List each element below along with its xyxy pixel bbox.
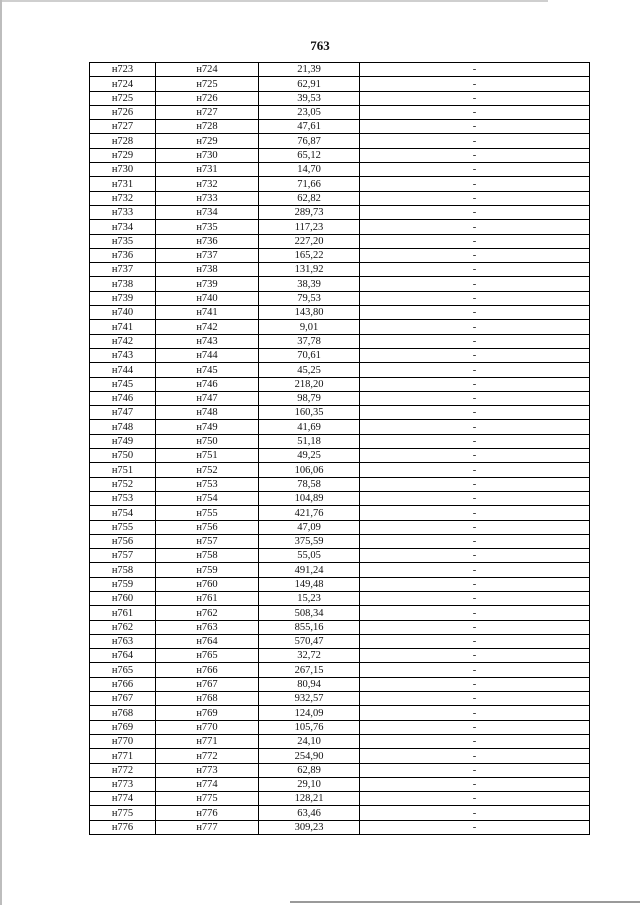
table-row	[90, 449, 590, 463]
point-from-cell: н775	[90, 806, 156, 820]
point-from-cell: н725	[90, 91, 156, 105]
point-to-cell: н744	[156, 348, 259, 362]
table-row	[90, 692, 590, 706]
table-row	[90, 434, 590, 448]
note-cell: -	[360, 391, 590, 405]
distance-cell: 37,78	[259, 334, 360, 348]
table-row	[90, 406, 590, 420]
table-row	[90, 377, 590, 391]
note-cell: -	[360, 577, 590, 591]
table-row	[90, 534, 590, 548]
point-from-cell: н753	[90, 491, 156, 505]
point-from-cell: н755	[90, 520, 156, 534]
table-row	[90, 563, 590, 577]
point-from-cell: н770	[90, 734, 156, 748]
distance-cell: 62,82	[259, 191, 360, 205]
point-to-cell: н740	[156, 291, 259, 305]
note-cell: -	[360, 649, 590, 663]
point-to-cell: н771	[156, 734, 259, 748]
point-to-cell: н728	[156, 120, 259, 134]
distance-cell: 570,47	[259, 634, 360, 648]
point-from-cell: н749	[90, 434, 156, 448]
note-cell: -	[360, 534, 590, 548]
distance-cell: 98,79	[259, 391, 360, 405]
distance-cell: 128,21	[259, 792, 360, 806]
table-row	[90, 148, 590, 162]
note-cell: -	[360, 677, 590, 691]
note-cell: -	[360, 148, 590, 162]
point-to-cell: н769	[156, 706, 259, 720]
distance-cell: 15,23	[259, 591, 360, 605]
distance-cell: 508,34	[259, 606, 360, 620]
table-row	[90, 120, 590, 134]
note-cell: -	[360, 520, 590, 534]
note-cell: -	[360, 734, 590, 748]
point-from-cell: н733	[90, 205, 156, 219]
table-row	[90, 306, 590, 320]
point-to-cell: н747	[156, 391, 259, 405]
point-to-cell: н757	[156, 534, 259, 548]
point-to-cell: н734	[156, 205, 259, 219]
table-row	[90, 134, 590, 148]
table-row	[90, 291, 590, 305]
point-from-cell: н742	[90, 334, 156, 348]
point-from-cell: н723	[90, 63, 156, 77]
table-row	[90, 363, 590, 377]
point-from-cell: н732	[90, 191, 156, 205]
point-to-cell: н727	[156, 105, 259, 119]
note-cell: -	[360, 406, 590, 420]
table-row	[90, 606, 590, 620]
point-from-cell: н760	[90, 591, 156, 605]
point-from-cell: н728	[90, 134, 156, 148]
point-to-cell: н735	[156, 220, 259, 234]
scan-edge-bottom	[290, 901, 640, 903]
point-from-cell: н776	[90, 820, 156, 834]
distance-cell: 106,06	[259, 463, 360, 477]
point-to-cell: н724	[156, 63, 259, 77]
point-to-cell: н760	[156, 577, 259, 591]
table-row	[90, 677, 590, 691]
point-from-cell: н735	[90, 234, 156, 248]
page-number: 763	[310, 38, 330, 53]
point-to-cell: н726	[156, 91, 259, 105]
note-cell: -	[360, 692, 590, 706]
point-to-cell: н772	[156, 749, 259, 763]
point-to-cell: н777	[156, 820, 259, 834]
distance-cell: 375,59	[259, 534, 360, 548]
note-cell: -	[360, 177, 590, 191]
point-to-cell: н736	[156, 234, 259, 248]
table-row	[90, 577, 590, 591]
point-to-cell: н739	[156, 277, 259, 291]
point-to-cell: н750	[156, 434, 259, 448]
table-row	[90, 348, 590, 362]
note-cell: -	[360, 634, 590, 648]
point-to-cell: н756	[156, 520, 259, 534]
note-cell: -	[360, 449, 590, 463]
distance-cell: 9,01	[259, 320, 360, 334]
table-row	[90, 277, 590, 291]
note-cell: -	[360, 263, 590, 277]
distance-cell: 49,25	[259, 449, 360, 463]
note-cell: -	[360, 377, 590, 391]
note-cell: -	[360, 248, 590, 262]
point-from-cell: н745	[90, 377, 156, 391]
point-from-cell: н724	[90, 77, 156, 91]
table-row	[90, 649, 590, 663]
point-from-cell: н759	[90, 577, 156, 591]
point-to-cell: н766	[156, 663, 259, 677]
distance-cell: 117,23	[259, 220, 360, 234]
distance-cell: 254,90	[259, 749, 360, 763]
point-from-cell: н772	[90, 763, 156, 777]
table-row	[90, 220, 590, 234]
table-row	[90, 177, 590, 191]
point-from-cell: н763	[90, 634, 156, 648]
distance-cell: 29,10	[259, 777, 360, 791]
distance-cell: 21,39	[259, 63, 360, 77]
note-cell: -	[360, 820, 590, 834]
point-to-cell: н773	[156, 763, 259, 777]
note-cell: -	[360, 549, 590, 563]
point-from-cell: н741	[90, 320, 156, 334]
note-cell: -	[360, 777, 590, 791]
distance-cell: 105,76	[259, 720, 360, 734]
point-to-cell: н755	[156, 506, 259, 520]
point-to-cell: н738	[156, 263, 259, 277]
point-to-cell: н752	[156, 463, 259, 477]
distance-cell: 218,20	[259, 377, 360, 391]
point-from-cell: н727	[90, 120, 156, 134]
note-cell: -	[360, 463, 590, 477]
table-row	[90, 477, 590, 491]
note-cell: -	[360, 220, 590, 234]
point-to-cell: н759	[156, 563, 259, 577]
distance-cell: 76,87	[259, 134, 360, 148]
point-from-cell: н747	[90, 406, 156, 420]
note-cell: -	[360, 348, 590, 362]
point-from-cell: н764	[90, 649, 156, 663]
table-row	[90, 792, 590, 806]
table-row	[90, 205, 590, 219]
distance-cell: 45,25	[259, 363, 360, 377]
distance-cell: 149,48	[259, 577, 360, 591]
point-from-cell: н743	[90, 348, 156, 362]
point-to-cell: н733	[156, 191, 259, 205]
table-row	[90, 191, 590, 205]
table-row	[90, 105, 590, 119]
table-row	[90, 820, 590, 834]
point-from-cell: н751	[90, 463, 156, 477]
note-cell: -	[360, 477, 590, 491]
table-row	[90, 391, 590, 405]
scan-edge-top	[0, 0, 548, 2]
point-from-cell: н744	[90, 363, 156, 377]
note-cell: -	[360, 277, 590, 291]
point-to-cell: н751	[156, 449, 259, 463]
note-cell: -	[360, 134, 590, 148]
point-from-cell: н765	[90, 663, 156, 677]
point-to-cell: н764	[156, 634, 259, 648]
table-row	[90, 77, 590, 91]
point-to-cell: н737	[156, 248, 259, 262]
distance-cell: 47,61	[259, 120, 360, 134]
table-row	[90, 634, 590, 648]
note-cell: -	[360, 363, 590, 377]
point-to-cell: н743	[156, 334, 259, 348]
point-from-cell: н748	[90, 420, 156, 434]
point-from-cell: н746	[90, 391, 156, 405]
distance-cell: 23,05	[259, 105, 360, 119]
table-row	[90, 263, 590, 277]
distance-cell: 165,22	[259, 248, 360, 262]
table-row	[90, 620, 590, 634]
table-row	[90, 720, 590, 734]
table-row	[90, 506, 590, 520]
scan-edge-left	[0, 0, 2, 905]
point-to-cell: н732	[156, 177, 259, 191]
note-cell: -	[360, 320, 590, 334]
note-cell: -	[360, 291, 590, 305]
point-to-cell: н729	[156, 134, 259, 148]
point-to-cell: н725	[156, 77, 259, 91]
note-cell: -	[360, 591, 590, 605]
distance-cell: 62,91	[259, 77, 360, 91]
point-from-cell: н754	[90, 506, 156, 520]
distance-cell: 55,05	[259, 549, 360, 563]
note-cell: -	[360, 105, 590, 119]
distance-cell: 227,20	[259, 234, 360, 248]
table-row	[90, 763, 590, 777]
point-from-cell: н740	[90, 306, 156, 320]
note-cell: -	[360, 434, 590, 448]
table-row	[90, 734, 590, 748]
note-cell: -	[360, 120, 590, 134]
table-body	[90, 63, 590, 835]
point-from-cell: н756	[90, 534, 156, 548]
point-from-cell: н736	[90, 248, 156, 262]
point-from-cell: н758	[90, 563, 156, 577]
point-from-cell: н729	[90, 148, 156, 162]
point-to-cell: н776	[156, 806, 259, 820]
distance-cell: 47,09	[259, 520, 360, 534]
distance-cell: 79,53	[259, 291, 360, 305]
distance-cell: 855,16	[259, 620, 360, 634]
note-cell: -	[360, 63, 590, 77]
table-row	[90, 591, 590, 605]
table-row	[90, 777, 590, 791]
note-cell: -	[360, 763, 590, 777]
point-to-cell: н767	[156, 677, 259, 691]
note-cell: -	[360, 91, 590, 105]
table-row	[90, 806, 590, 820]
distance-cell: 289,73	[259, 205, 360, 219]
table-row	[90, 491, 590, 505]
distance-cell: 63,46	[259, 806, 360, 820]
point-to-cell: н768	[156, 692, 259, 706]
point-from-cell: н737	[90, 263, 156, 277]
distance-cell: 71,66	[259, 177, 360, 191]
distance-cell: 14,70	[259, 163, 360, 177]
note-cell: -	[360, 606, 590, 620]
point-from-cell: н757	[90, 549, 156, 563]
table-row	[90, 163, 590, 177]
point-from-cell: н730	[90, 163, 156, 177]
note-cell: -	[360, 420, 590, 434]
distance-cell: 39,53	[259, 91, 360, 105]
note-cell: -	[360, 506, 590, 520]
point-to-cell: н731	[156, 163, 259, 177]
distance-cell: 491,24	[259, 563, 360, 577]
distance-cell: 24,10	[259, 734, 360, 748]
point-to-cell: н742	[156, 320, 259, 334]
distance-cell: 32,72	[259, 649, 360, 663]
point-from-cell: н750	[90, 449, 156, 463]
distance-cell: 421,76	[259, 506, 360, 520]
point-from-cell: н774	[90, 792, 156, 806]
note-cell: -	[360, 620, 590, 634]
table-row	[90, 463, 590, 477]
note-cell: -	[360, 205, 590, 219]
distance-cell: 51,18	[259, 434, 360, 448]
note-cell: -	[360, 749, 590, 763]
distance-cell: 131,92	[259, 263, 360, 277]
note-cell: -	[360, 792, 590, 806]
note-cell: -	[360, 706, 590, 720]
point-from-cell: н768	[90, 706, 156, 720]
distance-cell: 143,80	[259, 306, 360, 320]
note-cell: -	[360, 720, 590, 734]
distance-cell: 38,39	[259, 277, 360, 291]
point-from-cell: н766	[90, 677, 156, 691]
table-row	[90, 248, 590, 262]
point-from-cell: н767	[90, 692, 156, 706]
note-cell: -	[360, 334, 590, 348]
distance-cell: 267,15	[259, 663, 360, 677]
note-cell: -	[360, 191, 590, 205]
point-to-cell: н774	[156, 777, 259, 791]
table-row	[90, 706, 590, 720]
table-row	[90, 63, 590, 77]
point-from-cell: н739	[90, 291, 156, 305]
point-from-cell: н731	[90, 177, 156, 191]
point-from-cell: н761	[90, 606, 156, 620]
table-row	[90, 520, 590, 534]
table-row	[90, 334, 590, 348]
point-to-cell: н745	[156, 363, 259, 377]
distance-cell: 160,35	[259, 406, 360, 420]
distance-cell: 932,57	[259, 692, 360, 706]
table-row	[90, 749, 590, 763]
distance-cell: 78,58	[259, 477, 360, 491]
point-from-cell: н752	[90, 477, 156, 491]
point-to-cell: н775	[156, 792, 259, 806]
point-to-cell: н748	[156, 406, 259, 420]
note-cell: -	[360, 491, 590, 505]
point-from-cell: н738	[90, 277, 156, 291]
table-row	[90, 420, 590, 434]
point-to-cell: н765	[156, 649, 259, 663]
table-row	[90, 91, 590, 105]
point-to-cell: н770	[156, 720, 259, 734]
point-to-cell: н761	[156, 591, 259, 605]
point-from-cell: н762	[90, 620, 156, 634]
note-cell: -	[360, 163, 590, 177]
distance-cell: 124,09	[259, 706, 360, 720]
point-to-cell: н753	[156, 477, 259, 491]
table-row	[90, 320, 590, 334]
distance-cell: 65,12	[259, 148, 360, 162]
point-from-cell: н773	[90, 777, 156, 791]
point-to-cell: н746	[156, 377, 259, 391]
note-cell: -	[360, 234, 590, 248]
note-cell: -	[360, 663, 590, 677]
point-to-cell: н758	[156, 549, 259, 563]
distance-cell: 62,89	[259, 763, 360, 777]
table-row	[90, 234, 590, 248]
point-to-cell: н763	[156, 620, 259, 634]
point-from-cell: н769	[90, 720, 156, 734]
note-cell: -	[360, 563, 590, 577]
distance-cell: 80,94	[259, 677, 360, 691]
table-row	[90, 549, 590, 563]
note-cell: -	[360, 306, 590, 320]
distance-cell: 70,61	[259, 348, 360, 362]
note-cell: -	[360, 77, 590, 91]
note-cell: -	[360, 806, 590, 820]
point-to-cell: н741	[156, 306, 259, 320]
point-from-cell: н726	[90, 105, 156, 119]
point-from-cell: н771	[90, 749, 156, 763]
point-to-cell: н749	[156, 420, 259, 434]
point-to-cell: н762	[156, 606, 259, 620]
table-row	[90, 663, 590, 677]
distance-cell: 104,89	[259, 491, 360, 505]
distance-cell: 309,23	[259, 820, 360, 834]
coordinates-table	[89, 62, 590, 835]
distance-cell: 41,69	[259, 420, 360, 434]
point-from-cell: н734	[90, 220, 156, 234]
point-to-cell: н754	[156, 491, 259, 505]
point-to-cell: н730	[156, 148, 259, 162]
